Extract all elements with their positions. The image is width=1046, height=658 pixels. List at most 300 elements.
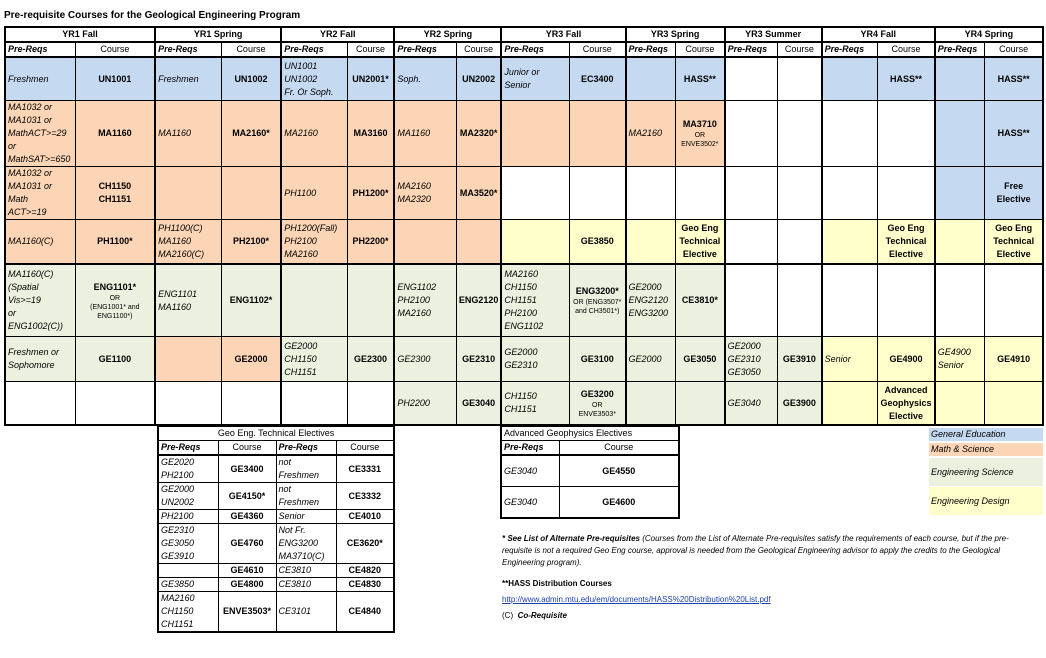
prereq-cell bbox=[822, 167, 878, 220]
course-cell bbox=[456, 337, 501, 382]
prereq-cell bbox=[626, 382, 676, 426]
prereq-cell bbox=[394, 57, 456, 101]
prereq-cell bbox=[394, 101, 456, 167]
course-code: MA3160 bbox=[353, 128, 388, 138]
course-cell bbox=[778, 101, 822, 167]
course-code: GE1100 bbox=[98, 353, 132, 364]
prereq-cell bbox=[725, 337, 778, 382]
te-prereq-cell: not Freshmen bbox=[276, 455, 336, 483]
course-code: MA2320* bbox=[459, 128, 498, 138]
prereq-cell bbox=[394, 167, 456, 220]
alt-prereq-text: (Courses from the List of Alternate Pre-requisites satisfy the requirements of each course, but if the pre-requisite is not a required Geo Eng course, approval is needed from the Geological Engineering advisor to apply the credits to the Geological Engineering program). bbox=[502, 534, 1009, 567]
course-col-header: Course bbox=[878, 42, 935, 57]
course-code: Geo Eng Technical Elective bbox=[993, 223, 1035, 259]
te-course-cell: CE4820 bbox=[336, 564, 394, 578]
course-col-header: Course bbox=[676, 42, 725, 57]
te-prereq-header: Pre-Reqs bbox=[158, 441, 218, 456]
adv-geophysics-table bbox=[500, 425, 680, 519]
prereq-text: Soph. bbox=[397, 73, 421, 84]
course-cell bbox=[456, 220, 501, 265]
course-alternative: OR ENVE3503* bbox=[578, 401, 616, 418]
prereq-col-header: Pre-Reqs bbox=[935, 42, 985, 57]
prereq-cell bbox=[281, 264, 347, 337]
course-alternative: OR (ENG3507* and CH3501*) bbox=[573, 299, 622, 315]
course-code: HASS** bbox=[997, 73, 1030, 84]
course-cell bbox=[676, 337, 725, 382]
te-prereq-cell: Senior bbox=[276, 510, 336, 524]
te-prereq-cell bbox=[158, 564, 218, 578]
course-cell bbox=[778, 337, 822, 382]
course-code: GE2300 bbox=[354, 353, 388, 364]
course-cell bbox=[985, 382, 1043, 426]
course-code: Geo Eng Technical Elective bbox=[885, 223, 927, 259]
course-code: PH2100* bbox=[232, 236, 269, 246]
te-prereq-cell: PH2100 bbox=[158, 510, 218, 524]
prereq-cell bbox=[155, 382, 221, 426]
te-prereq-cell: CE3810 bbox=[276, 578, 336, 592]
prereq-cell bbox=[626, 264, 676, 337]
te-prereq-header: Pre-Reqs bbox=[276, 441, 336, 456]
course-cell bbox=[75, 57, 155, 101]
prereq-text: MA1032 or MA1031 or MathACT>=29 or MathSAT>=650 bbox=[8, 102, 71, 164]
course-code: ENG2120 bbox=[458, 295, 499, 305]
prereq-cell bbox=[822, 337, 878, 382]
course-code: PH1100* bbox=[97, 236, 133, 246]
prereq-col-header: Pre-Reqs bbox=[155, 42, 221, 57]
course-code: ENG1101* bbox=[93, 281, 137, 292]
prereq-cell bbox=[935, 101, 985, 167]
prereq-cell bbox=[5, 264, 75, 337]
prereq-cell bbox=[822, 264, 878, 337]
te-course-cell: GE4800 bbox=[218, 578, 276, 592]
course-cell bbox=[221, 167, 281, 220]
prereq-cell bbox=[501, 264, 569, 337]
course-cell bbox=[878, 264, 935, 337]
term-header: YR1 Fall bbox=[5, 27, 155, 42]
prereq-text: MA2160 bbox=[284, 128, 318, 138]
prereq-text: Senior bbox=[824, 353, 851, 364]
prereq-cell bbox=[155, 264, 221, 337]
course-code: GE4900 bbox=[889, 353, 923, 364]
prereq-cell bbox=[5, 220, 75, 265]
course-code: ENG3200* bbox=[575, 286, 619, 296]
course-cell bbox=[347, 167, 394, 220]
prereq-cell bbox=[725, 264, 778, 337]
course-cell bbox=[221, 220, 281, 265]
prereq-text: GE3040 bbox=[727, 397, 761, 408]
prereq-cell bbox=[394, 382, 456, 426]
course-cell bbox=[347, 220, 394, 265]
prereq-cell bbox=[281, 220, 347, 265]
alt-prereq-lead: * See List of Alternate Pre-requisites bbox=[502, 534, 640, 543]
prereq-text: GE4900 Senior bbox=[937, 347, 971, 370]
course-cell bbox=[676, 167, 725, 220]
te-course-cell: CE4830 bbox=[336, 578, 394, 592]
term-header: YR1 Spring bbox=[155, 27, 281, 42]
prereq-text: MA1160 bbox=[397, 128, 431, 138]
course-code: GE3050 bbox=[683, 353, 717, 364]
course-code: GE3040 bbox=[462, 397, 496, 408]
prereq-cell bbox=[5, 101, 75, 167]
prereq-cell bbox=[935, 382, 985, 426]
grid-row bbox=[5, 382, 1043, 426]
course-cell bbox=[221, 57, 281, 101]
course-cell bbox=[221, 101, 281, 167]
course-cell bbox=[75, 382, 155, 426]
course-cell bbox=[676, 220, 725, 265]
course-cell bbox=[456, 57, 501, 101]
course-cell bbox=[878, 167, 935, 220]
prereq-cell bbox=[155, 337, 221, 382]
course-cell bbox=[676, 101, 725, 167]
course-cell bbox=[778, 220, 822, 265]
course-cell bbox=[347, 337, 394, 382]
course-cell bbox=[569, 220, 625, 265]
course-col-header: Course bbox=[75, 42, 155, 57]
course-cell bbox=[676, 264, 725, 337]
prereq-cell bbox=[281, 337, 347, 382]
course-code: GE3900 bbox=[782, 397, 816, 408]
tech-electives-title: Geo Eng. Technical Electives bbox=[158, 426, 394, 441]
prereq-text: PH1200(Fall) PH2100 MA2160 bbox=[284, 223, 338, 259]
prereq-text: GE2000 CH1150 CH1151 bbox=[284, 340, 318, 377]
ag-prereq-cell: GE3040 bbox=[501, 487, 559, 519]
course-cell bbox=[221, 382, 281, 426]
course-cell bbox=[456, 264, 501, 337]
course-code: GE3910 bbox=[782, 353, 816, 364]
course-col-header: Course bbox=[985, 42, 1043, 57]
te-course-cell: GE3400 bbox=[218, 455, 276, 483]
prereq-cell bbox=[501, 220, 569, 265]
prereq-cell bbox=[725, 167, 778, 220]
prereq-cell bbox=[725, 101, 778, 167]
prereq-cell bbox=[822, 101, 878, 167]
course-code: MA3520* bbox=[459, 187, 498, 198]
prereq-cell bbox=[935, 57, 985, 101]
prereq-cell bbox=[935, 167, 985, 220]
prereq-text: GE2300 bbox=[397, 353, 431, 364]
prereq-cell bbox=[501, 382, 569, 426]
course-cell bbox=[778, 57, 822, 101]
prereq-text: PH1100(C) MA1160 MA2160(C) bbox=[158, 223, 205, 259]
prereq-cell bbox=[501, 101, 569, 167]
course-cell bbox=[878, 57, 935, 101]
course-cell bbox=[569, 101, 625, 167]
course-code: MA2160* bbox=[232, 128, 270, 138]
course-code: HASS** bbox=[997, 128, 1030, 138]
prereq-text: Freshmen or Sophomore bbox=[8, 347, 60, 370]
prereq-text: MA1160 bbox=[158, 128, 191, 138]
prereq-text: MA2160 CH1150 CH1151 PH2100 ENG1102 bbox=[504, 269, 544, 331]
course-cell bbox=[985, 57, 1043, 101]
course-cell bbox=[985, 337, 1043, 382]
prereq-cell bbox=[626, 220, 676, 265]
course-cell bbox=[985, 167, 1043, 220]
prereq-text: PH2200 bbox=[397, 397, 430, 408]
te-course-cell: CE4010 bbox=[336, 510, 394, 524]
course-cell bbox=[75, 101, 155, 167]
course-code: MA3710 bbox=[682, 119, 717, 129]
prereq-cell bbox=[394, 264, 456, 337]
grid-row bbox=[5, 264, 1043, 337]
prereq-cell bbox=[725, 57, 778, 101]
course-cell bbox=[676, 57, 725, 101]
te-prereq-cell: Not Fr. ENG3200 MA3710(C) bbox=[276, 524, 336, 564]
ag-course-header: Course bbox=[559, 441, 679, 456]
grid-row bbox=[5, 101, 1043, 167]
prereq-text: Freshmen bbox=[8, 73, 49, 84]
te-prereq-cell: GE2000 UN2002 bbox=[158, 483, 218, 510]
prereq-text: GE2000 bbox=[628, 353, 662, 364]
tech-elective-row bbox=[158, 592, 394, 633]
course-cell bbox=[221, 337, 281, 382]
prereq-text: PH1100 bbox=[284, 187, 317, 198]
course-code: EC3400 bbox=[580, 73, 614, 84]
tech-electives-table bbox=[157, 425, 395, 633]
course-cell bbox=[347, 57, 394, 101]
course-code: UN1002 bbox=[234, 73, 268, 84]
course-code: ENG1102* bbox=[229, 295, 273, 305]
course-code: GE3850 bbox=[580, 236, 614, 246]
course-cell bbox=[221, 264, 281, 337]
prereq-col-header: Pre-Reqs bbox=[501, 42, 569, 57]
te-course-cell: GE4610 bbox=[218, 564, 276, 578]
ag-course-cell: GE4550 bbox=[559, 455, 679, 487]
prereq-cell bbox=[501, 167, 569, 220]
course-code: Advanced Geophysics Elective bbox=[880, 384, 932, 421]
course-cell bbox=[676, 382, 725, 426]
prereq-cell bbox=[5, 337, 75, 382]
coreq-note bbox=[502, 610, 567, 622]
prereq-cell bbox=[725, 382, 778, 426]
course-code: UN2002 bbox=[462, 73, 496, 84]
course-cell bbox=[569, 264, 625, 337]
te-course-cell: GE4760 bbox=[218, 524, 276, 564]
prereq-grid bbox=[4, 26, 1044, 426]
te-course-cell: CE3620* bbox=[336, 524, 394, 564]
prereq-cell bbox=[725, 220, 778, 265]
legend-item: Engineering Design bbox=[929, 487, 1043, 515]
te-prereq-cell: GE3850 bbox=[158, 578, 218, 592]
prereq-cell bbox=[155, 167, 221, 220]
prereq-cell bbox=[935, 337, 985, 382]
adv-geophysics-title: Advanced Geophysics Electives bbox=[501, 426, 679, 441]
te-prereq-cell: not Freshmen bbox=[276, 483, 336, 510]
ag-prereq-cell: GE3040 bbox=[501, 455, 559, 487]
coreq-mark: (C) bbox=[502, 611, 514, 620]
course-cell bbox=[878, 337, 935, 382]
grid-row bbox=[5, 337, 1043, 382]
course-cell bbox=[878, 101, 935, 167]
te-prereq-cell: GE2310 GE3050 GE3910 bbox=[158, 524, 218, 564]
prereq-cell bbox=[155, 57, 221, 101]
page-title: Pre-requisite Courses for the Geological Engineering Program bbox=[4, 10, 301, 21]
te-prereq-cell: GE2020 PH2100 bbox=[158, 455, 218, 483]
prereq-col-header: Pre-Reqs bbox=[5, 42, 75, 57]
prereq-col-header: Pre-Reqs bbox=[626, 42, 676, 57]
prereq-text: Junior or Senior bbox=[504, 67, 540, 90]
te-prereq-cell: CE3810 bbox=[276, 564, 336, 578]
tech-elective-row bbox=[158, 578, 394, 592]
course-code: GE4910 bbox=[997, 353, 1031, 364]
course-code: HASS** bbox=[889, 73, 922, 84]
te-course-cell: CE4840 bbox=[336, 592, 394, 633]
course-cell bbox=[456, 167, 501, 220]
grid-row bbox=[5, 57, 1043, 101]
course-cell bbox=[75, 167, 155, 220]
prereq-col-header: Pre-Reqs bbox=[822, 42, 878, 57]
prereq-text: CH1150 CH1151 bbox=[504, 391, 537, 414]
course-cell bbox=[347, 101, 394, 167]
prereq-text: MA1160(C) bbox=[8, 236, 54, 246]
term-header: YR3 Spring bbox=[626, 27, 725, 42]
te-course-cell: ENVE3503* bbox=[218, 592, 276, 633]
hass-link[interactable]: http://www.admin.mtu.edu/em/documents/HASS%20Distribution%20List.pdf bbox=[502, 595, 771, 604]
course-cell bbox=[778, 264, 822, 337]
course-code: Geo Eng Technical Elective bbox=[679, 223, 721, 259]
course-cell bbox=[985, 101, 1043, 167]
ag-prereq-header: Pre-Reqs bbox=[501, 441, 559, 456]
course-col-header: Course bbox=[456, 42, 501, 57]
course-alternative: OR (ENG1001* and ENG1100*) bbox=[90, 294, 140, 320]
course-code: Free Elective bbox=[996, 181, 1031, 204]
term-header: YR4 Fall bbox=[822, 27, 935, 42]
legend-item: General Education bbox=[929, 428, 1043, 441]
course-cell bbox=[347, 382, 394, 426]
prereq-text: Freshmen bbox=[158, 73, 199, 84]
prereq-cell bbox=[501, 337, 569, 382]
course-alternative: OR ENVE3502* bbox=[681, 132, 719, 148]
course-code: GE3200 bbox=[580, 388, 614, 399]
course-col-header: Course bbox=[778, 42, 822, 57]
prereq-cell bbox=[626, 337, 676, 382]
te-course-cell: CE3332 bbox=[336, 483, 394, 510]
course-code: PH2200* bbox=[352, 236, 389, 246]
prereq-text: MA2160 MA2320 bbox=[397, 181, 431, 204]
course-cell bbox=[778, 382, 822, 426]
te-course-header: Course bbox=[218, 441, 276, 456]
course-cell bbox=[75, 337, 155, 382]
prereq-cell bbox=[501, 57, 569, 101]
legend-item: Engineering Science bbox=[929, 458, 1043, 486]
term-header: YR3 Fall bbox=[501, 27, 625, 42]
course-col-header: Course bbox=[569, 42, 625, 57]
course-code: UN1001 bbox=[98, 73, 132, 84]
adv-geophysics-row bbox=[501, 455, 679, 487]
tech-elective-row bbox=[158, 564, 394, 578]
prereq-cell bbox=[626, 167, 676, 220]
course-code: GE2000 bbox=[234, 353, 268, 364]
prereq-text: ENG1102 PH2100 MA2160 bbox=[397, 282, 437, 318]
coreq-label: Co-Requisite bbox=[517, 611, 567, 620]
prereq-text: MA1160(C) (Spatial Vis>=19 or ENG1002(C)) bbox=[8, 269, 64, 331]
prereq-cell bbox=[281, 101, 347, 167]
legend-item: Math & Science bbox=[929, 443, 1043, 456]
prereq-cell bbox=[935, 220, 985, 265]
course-code: GE3100 bbox=[580, 353, 614, 364]
grid-row bbox=[5, 167, 1043, 220]
course-code: CH1150 CH1151 bbox=[98, 181, 132, 204]
course-cell bbox=[569, 167, 625, 220]
prereq-cell bbox=[155, 220, 221, 265]
te-course-cell: GE4360 bbox=[218, 510, 276, 524]
prereq-cell bbox=[5, 167, 75, 220]
course-code: GE2310 bbox=[462, 353, 496, 364]
course-code: UN2001* bbox=[352, 73, 389, 84]
prereq-col-header: Pre-Reqs bbox=[394, 42, 456, 57]
course-cell bbox=[985, 220, 1043, 265]
grid-row bbox=[5, 220, 1043, 265]
course-cell bbox=[778, 167, 822, 220]
hass-note: **HASS Distribution Courses bbox=[502, 579, 612, 588]
prereq-cell bbox=[822, 57, 878, 101]
adv-geophysics-row bbox=[501, 487, 679, 519]
prereq-text: GE2000 ENG2120 ENG3200 bbox=[628, 282, 669, 318]
term-header: YR2 Fall bbox=[281, 27, 394, 42]
te-prereq-cell: MA2160 CH1150 CH1151 bbox=[158, 592, 218, 633]
prereq-cell bbox=[5, 382, 75, 426]
course-cell bbox=[569, 57, 625, 101]
course-col-header: Course bbox=[221, 42, 281, 57]
term-header: YR2 Spring bbox=[394, 27, 501, 42]
prereq-text: MA2160 bbox=[628, 128, 663, 138]
course-cell bbox=[878, 382, 935, 426]
prereq-cell bbox=[394, 220, 456, 265]
course-cell bbox=[878, 220, 935, 265]
prereq-text: GE2000 GE2310 bbox=[504, 347, 538, 370]
course-cell bbox=[75, 220, 155, 265]
prereq-cell bbox=[281, 382, 347, 426]
course-cell bbox=[456, 101, 501, 167]
course-code: HASS** bbox=[683, 73, 716, 84]
prereq-text: UN1001 UN1002 Fr. Or Soph. bbox=[284, 60, 334, 97]
course-cell bbox=[75, 264, 155, 337]
course-code: CE3810* bbox=[681, 295, 718, 305]
course-code: PH1200* bbox=[352, 187, 389, 198]
prereq-cell bbox=[822, 220, 878, 265]
term-header: YR4 Spring bbox=[935, 27, 1043, 42]
prereq-cell bbox=[822, 382, 878, 426]
prereq-cell bbox=[5, 57, 75, 101]
term-header: YR3 Summer bbox=[725, 27, 822, 42]
prereq-col-header: Pre-Reqs bbox=[725, 42, 778, 57]
course-cell bbox=[456, 382, 501, 426]
course-cell bbox=[347, 264, 394, 337]
ag-course-cell: GE4600 bbox=[559, 487, 679, 519]
prereq-text: GE2000 GE2310 GE3050 bbox=[727, 340, 761, 377]
course-col-header: Course bbox=[347, 42, 394, 57]
prereq-cell bbox=[394, 337, 456, 382]
te-prereq-cell: CE3101 bbox=[276, 592, 336, 633]
prereq-cell bbox=[935, 264, 985, 337]
prereq-text: MA1032 or MA1031 or Math ACT>=19 bbox=[8, 168, 53, 217]
prereq-cell bbox=[281, 57, 347, 101]
tech-elective-row bbox=[158, 510, 394, 524]
prereq-cell bbox=[626, 57, 676, 101]
prereq-col-header: Pre-Reqs bbox=[281, 42, 347, 57]
course-code: MA1160 bbox=[98, 128, 132, 138]
course-cell bbox=[569, 382, 625, 426]
te-course-header: Course bbox=[336, 441, 394, 456]
tech-elective-row bbox=[158, 524, 394, 564]
te-course-cell: CE3331 bbox=[336, 455, 394, 483]
tech-elective-row bbox=[158, 455, 394, 483]
course-cell bbox=[985, 264, 1043, 337]
alt-prereq-note bbox=[502, 533, 1032, 569]
prereq-cell bbox=[626, 101, 676, 167]
te-course-cell: GE4150* bbox=[218, 483, 276, 510]
prereq-text: ENG1101 MA1160 bbox=[158, 288, 197, 312]
